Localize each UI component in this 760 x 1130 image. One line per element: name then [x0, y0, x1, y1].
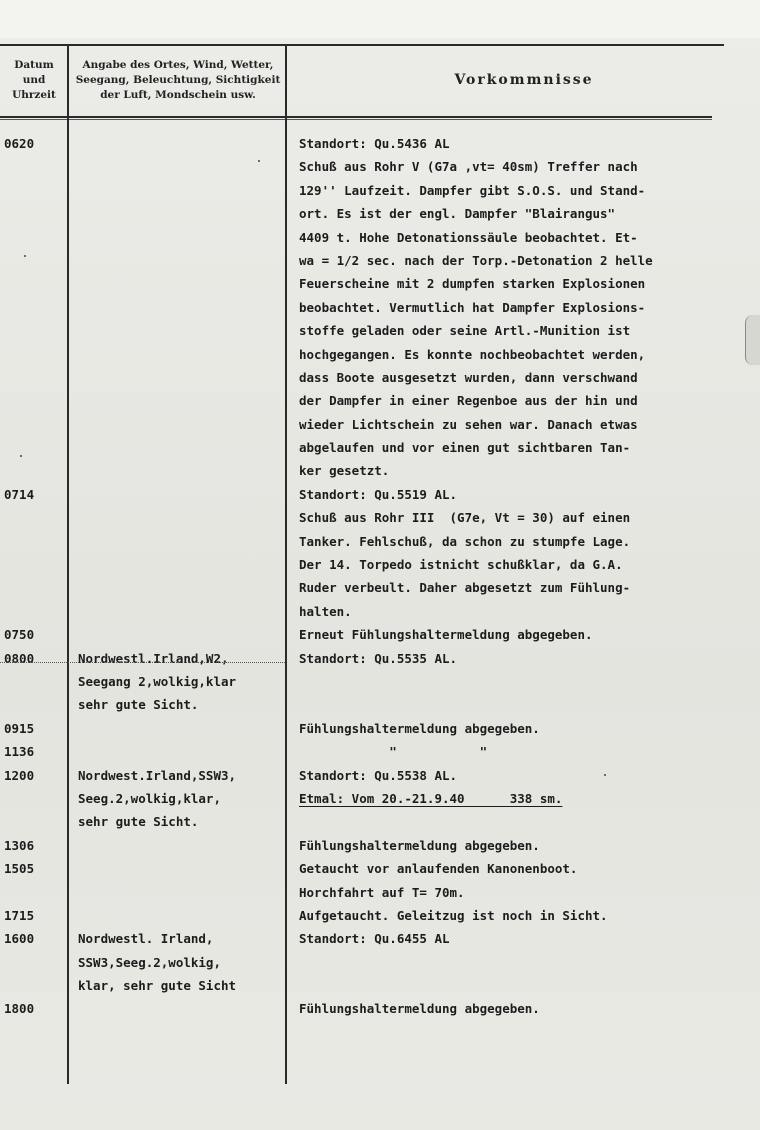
event-line: stoffe geladen oder seine Artl.-Munition ist: [299, 323, 631, 339]
place-cell: [78, 436, 286, 459]
place-cell: sehr gute Sicht.: [78, 697, 199, 713]
event-line: Fühlungshaltermeldung abgegeben.: [299, 837, 540, 853]
place-cell: sehr gute Sicht.: [78, 814, 199, 830]
place-cell: [78, 179, 286, 202]
event-line: Erneut Fühlungshaltermeldung abgegeben.: [299, 627, 593, 643]
place-column: [78, 132, 286, 1021]
place-cell: [78, 272, 286, 295]
place-cell: Nordwestl. Irland,: [78, 931, 214, 947]
time-cell: 1136: [4, 744, 35, 760]
time-cell: 1306: [4, 837, 35, 853]
time-cell: [4, 249, 66, 272]
place-cell: [78, 202, 286, 225]
place-cell: [78, 904, 286, 927]
place-cell: [78, 834, 286, 857]
time-cell: 0800: [4, 650, 35, 666]
header-datum: Datum und Uhrzeit: [12, 58, 56, 101]
event-line: Ruder verbeult. Daher abgesetzt zum Fühlung-: [299, 580, 631, 596]
place-cell: [78, 530, 286, 553]
place-cell: klar, sehr gute Sicht: [78, 978, 237, 994]
time-cell: 1600: [4, 931, 35, 947]
place-cell: [78, 249, 286, 272]
header-ort-wetter: Angabe des Ortes, Wind, Wetter, Seegang, Beleuchtung, Sichtigkeit der Luft, Mondschein usw.: [75, 58, 281, 101]
event-line: [299, 693, 757, 716]
paper-fold-mark: [745, 315, 760, 365]
time-cell: 0915: [4, 720, 35, 736]
event-line: Aufgetaucht. Geleitzug ist noch in Sicht.: [299, 907, 608, 923]
time-column: [4, 132, 66, 1021]
event-line: hochgegangen. Es konnte nochbeobachtet werden,: [299, 346, 646, 362]
speck: [604, 774, 606, 776]
event-line: abgelaufen und vor einen gut sichtbaren Tan-: [299, 440, 631, 456]
place-cell: [78, 343, 286, 366]
time-cell: [4, 413, 66, 436]
time-cell: [4, 389, 66, 412]
time-cell: [4, 272, 66, 295]
time-cell: [4, 553, 66, 576]
place-cell: Nordwest.Irland,SSW3,: [78, 767, 237, 783]
place-cell: [78, 319, 286, 342]
place-cell: [78, 857, 286, 880]
time-cell: [4, 787, 66, 810]
event-line: Schuß aus Rohr III (G7e, Vt = 30) auf einen: [299, 510, 631, 526]
event-line: halten.: [299, 603, 352, 619]
time-cell: [4, 530, 66, 553]
time-cell: [4, 693, 66, 716]
event-line: Standort: Qu.5519 AL.: [299, 486, 458, 502]
header-bottom-rule-2: [0, 119, 712, 120]
time-cell: 1800: [4, 1001, 35, 1017]
place-cell: Seegang 2,wolkig,klar: [78, 673, 237, 689]
time-cell: [4, 951, 66, 974]
event-line: ort. Es ist der engl. Dampfer "Blairangus": [299, 206, 616, 222]
place-cell: [78, 413, 286, 436]
event-line: [299, 670, 757, 693]
place-cell: [78, 459, 286, 482]
event-line: [299, 951, 757, 974]
event-line: [299, 810, 757, 833]
event-line: " ": [299, 744, 488, 760]
events-column: [299, 132, 757, 1021]
place-cell: [78, 553, 286, 576]
time-cell: [4, 881, 66, 904]
event-line: wa = 1/2 sec. nach der Torp.-Detonation 2 helle: [299, 252, 653, 268]
time-cell: 1200: [4, 767, 35, 783]
speck: [20, 455, 22, 457]
speck: [258, 160, 260, 162]
event-line: Fühlungshaltermeldung abgegeben.: [299, 1001, 540, 1017]
time-cell: [4, 296, 66, 319]
event-line: Getaucht vor anlaufenden Kanonenboot.: [299, 861, 578, 877]
time-cell: [4, 343, 66, 366]
event-line: [299, 974, 757, 997]
place-cell: Nordwestl.Irland,W2,: [78, 650, 229, 666]
place-cell: [78, 623, 286, 646]
column-divider-1: [67, 44, 69, 1084]
place-cell: [78, 881, 286, 904]
top-margin: [0, 0, 760, 38]
place-cell: [78, 483, 286, 506]
event-line: 4409 t. Hohe Detonationssäule beobachtet. Et-: [299, 229, 638, 245]
place-cell: [78, 576, 286, 599]
event-line: Standort: Qu.5436 AL: [299, 136, 450, 151]
event-line: Tanker. Fehlschuß, da schon zu stumpfe Lage.: [299, 533, 631, 549]
time-cell: [4, 506, 66, 529]
event-line: Standort: Qu.6455 AL: [299, 931, 450, 947]
time-cell: [4, 155, 66, 178]
event-line: Standort: Qu.5538 AL.: [299, 767, 458, 783]
place-cell: Seeg.2,wolkig,klar,: [78, 790, 221, 806]
event-line: ker gesetzt.: [299, 463, 390, 479]
time-cell: [4, 366, 66, 389]
event-line: Horchfahrt auf T= 70m.: [299, 884, 465, 900]
time-cell: [4, 202, 66, 225]
time-cell: [4, 319, 66, 342]
place-cell: [78, 366, 286, 389]
place-cell: [78, 296, 286, 319]
time-cell: 1505: [4, 861, 35, 877]
time-cell: [4, 576, 66, 599]
place-cell: [78, 506, 286, 529]
event-line: Schuß aus Rohr V (G7a ,vt= 40sm) Treffer nach: [299, 159, 638, 175]
place-cell: [78, 717, 286, 740]
time-cell: [4, 459, 66, 482]
place-cell: SSW3,Seeg.2,wolkig,: [78, 954, 221, 970]
event-line: der Dampfer in einer Regenboe aus der hin und: [299, 393, 638, 409]
time-cell: [4, 974, 66, 997]
event-line: Fühlungshaltermeldung abgegeben.: [299, 720, 540, 736]
place-cell: [78, 132, 286, 155]
event-line: Feuerscheine mit 2 dumpfen starken Explosionen: [299, 276, 646, 292]
event-line: 129'' Laufzeit. Dampfer gibt S.O.S. und Stand-: [299, 182, 646, 198]
time-cell: 1715: [4, 907, 35, 923]
header-top-rule: [0, 44, 724, 46]
event-line: Der 14. Torpedo istnicht schußklar, da G.A.: [299, 557, 623, 573]
time-cell: [4, 226, 66, 249]
place-cell: [78, 600, 286, 623]
place-cell: [78, 226, 286, 249]
place-cell: [78, 389, 286, 412]
time-cell: [4, 600, 66, 623]
time-cell: 0714: [4, 486, 35, 502]
event-line: Etmal: Vom 20.-21.9.40 338 sm.: [299, 790, 563, 806]
header-bottom-rule: [0, 116, 712, 118]
time-cell: [4, 810, 66, 833]
dotted-separator: [0, 662, 285, 663]
place-cell: [78, 997, 286, 1020]
event-line: Standort: Qu.5535 AL.: [299, 650, 458, 666]
time-cell: [4, 179, 66, 202]
event-line: dass Boote ausgesetzt wurden, dann verschwand: [299, 369, 638, 385]
header-vorkommnisse: Vorkommnisse: [454, 72, 594, 88]
time-cell: 0750: [4, 627, 35, 643]
time-cell: [4, 436, 66, 459]
place-cell: [78, 740, 286, 763]
time-cell: [4, 670, 66, 693]
event-line: beobachtet. Vermutlich hat Dampfer Explosions-: [299, 299, 646, 315]
event-line: wieder Lichtschein zu sehen war. Danach etwas: [299, 416, 638, 432]
place-cell: [78, 155, 286, 178]
speck: [24, 255, 26, 257]
time-cell: 0620: [4, 136, 35, 151]
